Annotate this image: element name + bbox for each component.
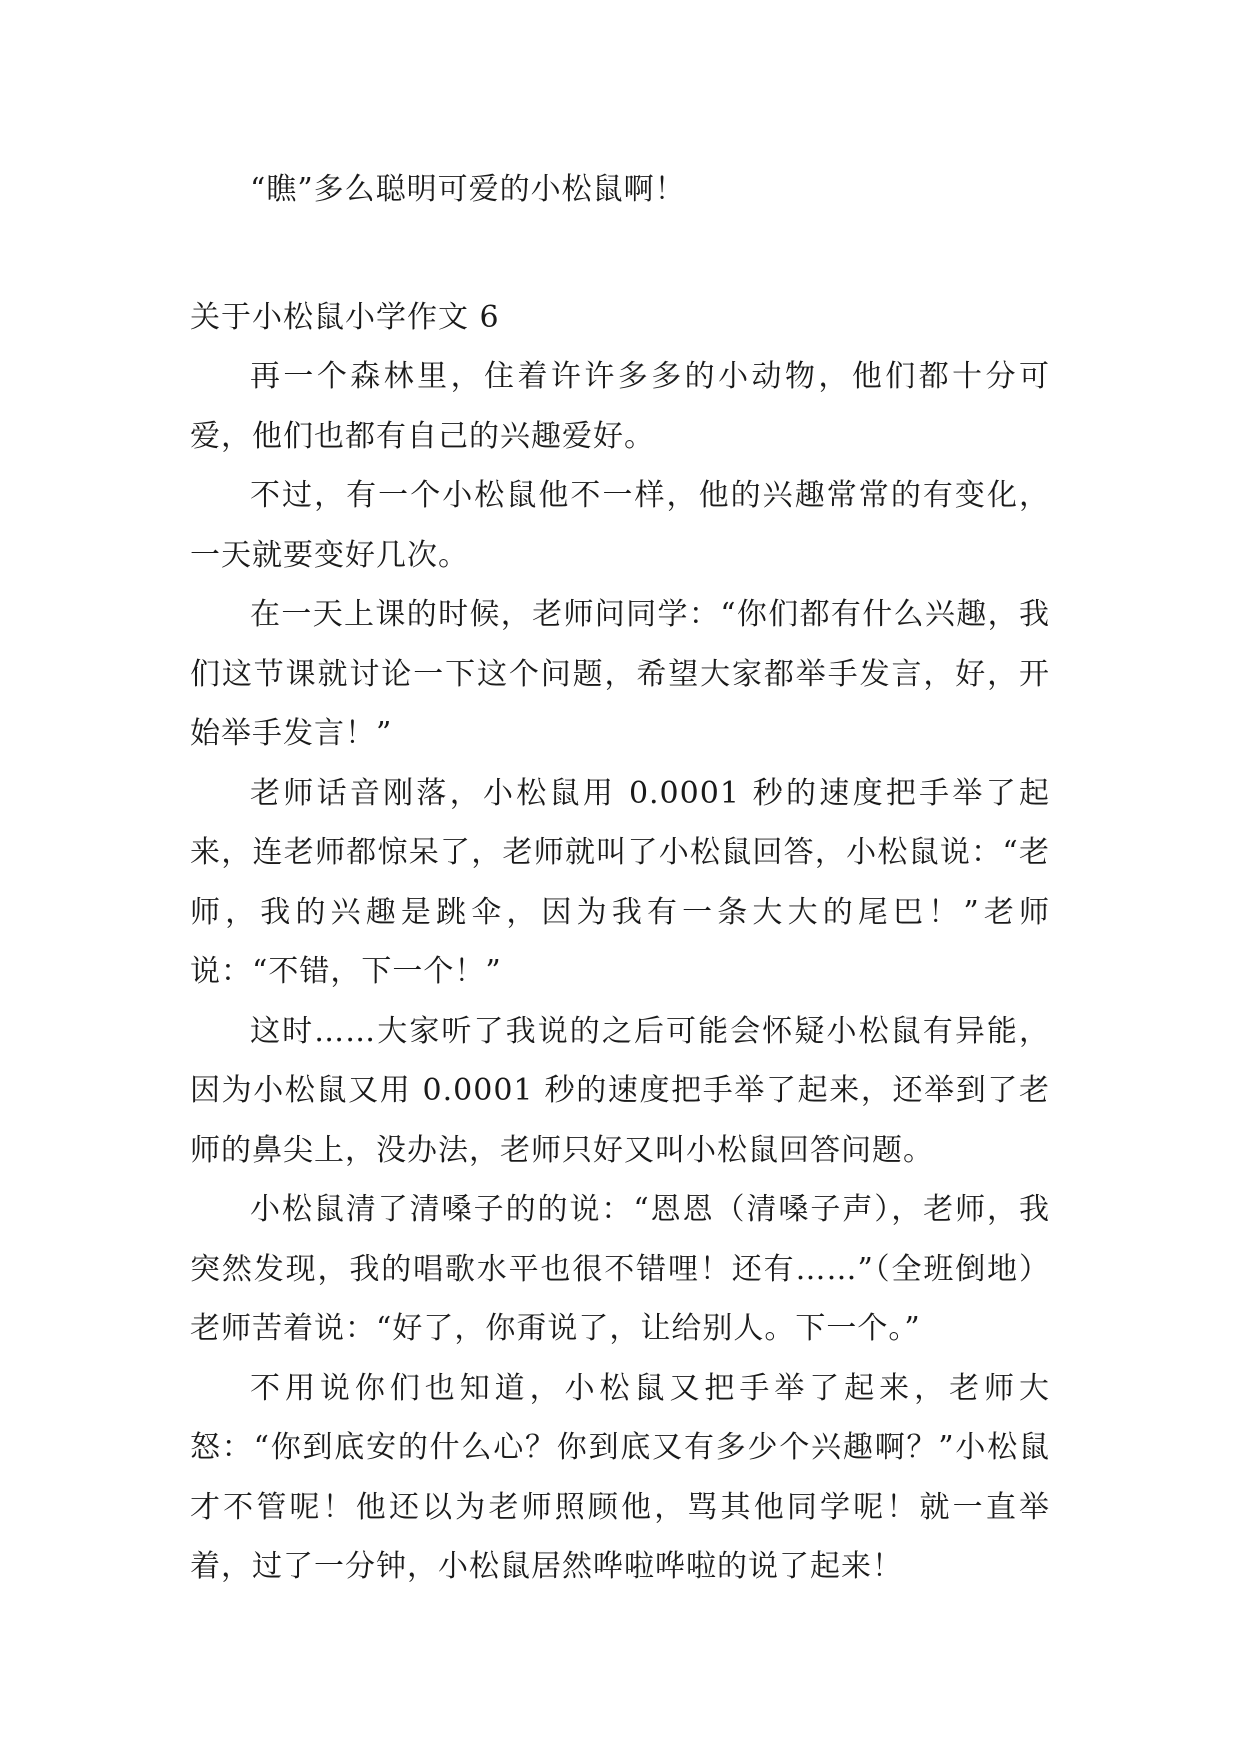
intro-closing-line: “瞧”多么聪明可爱的小松鼠啊！ — [250, 172, 686, 207]
paragraph: 这时……大家听了我说的之后可能会怀疑小松鼠有异能，因为小松鼠又用 0.0001 秒的速度把手举了起来，还举到了老师的鼻尖上，没办法，老师只好又叫小松鼠回答问题。 — [190, 1013, 1050, 1168]
paragraph: 不过，有一个小松鼠他不一样，他的兴趣常常的有变化，一天就要变好几次。 — [190, 478, 1050, 573]
paragraph: 不用说你们也知道，小松鼠又把手举了起来，老师大怒：“你到底安的什么心？你到底又有多少个兴趣啊？”小松鼠才不管呢！他还以为老师照顾他，骂其他同学呢！就一直举着，过了一分钟，小松鼠居然哗啦哗啦的说了起来！ — [190, 1370, 1050, 1584]
paragraph: 在一天上课的时候，老师问同学：“你们都有什么兴趣，我们这节课就讨论一下这个问题，希望大家都举手发言，好，开始举手发言！” — [190, 597, 1050, 751]
paragraph: 老师话音刚落，小松鼠用 0.0001 秒的速度把手举了起来，连老师都惊呆了，老师就叫了小松鼠回答，小松鼠说：“老师，我的兴趣是跳伞，因为我有一条大大的尾巴！”老师说：“不错，下一个！” — [190, 775, 1050, 989]
section-gap — [190, 220, 1050, 288]
section-title: 关于小松鼠小学作文 6 — [190, 299, 500, 335]
paragraph: 再一个森林里，住着许许多多的小动物，他们都十分可爱，他们也都有自己的兴趣爱好。 — [190, 359, 1050, 454]
paragraph: 小松鼠清了清嗓子的的说：“恩恩（清嗓子声），老师，我突然发现，我的唱歌水平也很不错哩！还有……”（全班倒地）老师苦着说：“好了，你甭说了，让给别人。下一个。” — [190, 1192, 1050, 1346]
document-body — [190, 160, 1050, 1597]
